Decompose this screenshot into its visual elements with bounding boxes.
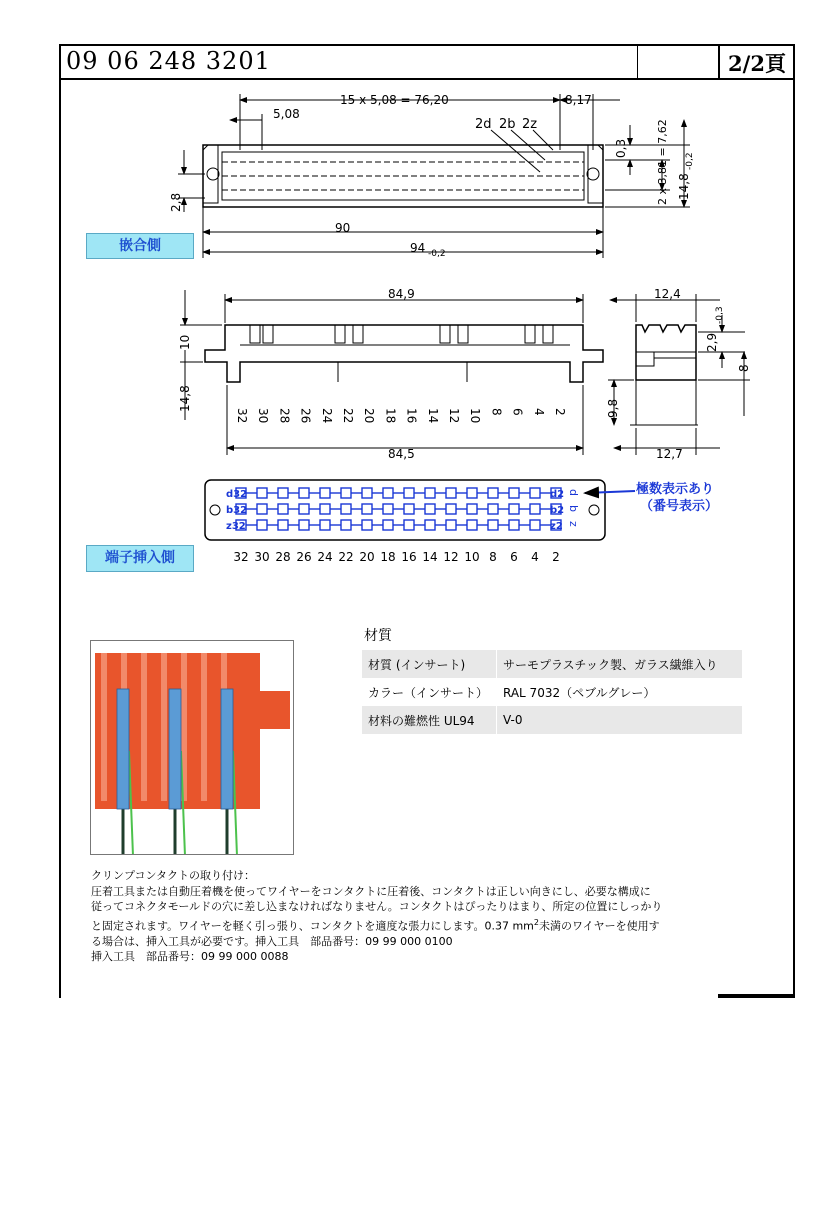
contact-cavity bbox=[320, 520, 330, 530]
contact-cavity bbox=[278, 504, 288, 514]
polarity-note-line1: 極数表示あり bbox=[636, 482, 715, 497]
side-pin-number: 16 bbox=[404, 408, 419, 424]
contact-cavity bbox=[404, 488, 414, 498]
dim-12-7: 12,7 bbox=[656, 447, 683, 461]
instructions-line-part: と固定されます。ワイヤーを軽く引っ張り、コンタクトを適度な張力にします。0.37 mm bbox=[91, 919, 534, 933]
terminal-pin-number: 16 bbox=[401, 550, 417, 564]
contact-cavity bbox=[383, 520, 393, 530]
terminal-pin-number: 2 bbox=[552, 550, 560, 564]
polarity-note-line2: （番号表示） bbox=[640, 499, 719, 514]
side-pin-number: 8 bbox=[489, 408, 504, 416]
contact-cavity bbox=[320, 504, 330, 514]
row-end-label: d2 bbox=[550, 489, 565, 500]
side-pin-number: 14 bbox=[425, 408, 440, 424]
contact-cavity bbox=[509, 488, 519, 498]
row-label-2b: 2b bbox=[499, 117, 516, 132]
contact-cavity bbox=[299, 520, 309, 530]
contact-cavity bbox=[467, 504, 477, 514]
row-letter: z bbox=[567, 521, 580, 527]
side-pin-number: 12 bbox=[447, 408, 461, 424]
dim-94: 94 bbox=[410, 241, 426, 255]
contact-cavity bbox=[530, 488, 540, 498]
terminal-pin-number: 14 bbox=[422, 550, 438, 564]
dim-0-3: 0,3 bbox=[614, 138, 628, 158]
contact-cavity bbox=[278, 520, 288, 530]
contact-cavity bbox=[257, 520, 267, 530]
contact-cavity bbox=[509, 504, 519, 514]
contact-cavity bbox=[446, 488, 456, 498]
material-key: 材質 (インサート) bbox=[362, 650, 497, 678]
contact-cavity bbox=[530, 504, 540, 514]
instructions-line: る場合は、挿入工具が必要です。挿入工具 部品番号：09 99 000 0100 bbox=[91, 934, 453, 948]
contact-cavity bbox=[341, 520, 351, 530]
instructions-line: 圧着工具または自動圧着機を使ってワイヤーをコンタクトに圧着後、コンタクトは正しい向きにし、必要な構成に bbox=[91, 884, 651, 898]
crimp-contact-illustration bbox=[91, 641, 294, 855]
crimp-contact-photo bbox=[90, 640, 294, 855]
terminal-pin-number: 22 bbox=[338, 550, 354, 564]
instructions-line: 挿入工具 部品番号：09 99 000 0088 bbox=[91, 950, 289, 964]
flammability-key: 材料の難燃性 UL94 bbox=[362, 706, 497, 734]
contact-cavity bbox=[446, 520, 456, 530]
contact-cavity bbox=[488, 488, 498, 498]
terminal-pin-number: 4 bbox=[531, 550, 539, 564]
mating-side-label: 嵌合側 bbox=[86, 233, 194, 259]
side-view bbox=[180, 290, 603, 455]
contact-cavity bbox=[404, 504, 414, 514]
contact-cavity bbox=[425, 488, 435, 498]
front-view bbox=[178, 94, 690, 258]
side-pin-number: 2 bbox=[553, 408, 567, 416]
dim-pitch-total: 15 x 5,08 = 76,20 bbox=[340, 93, 449, 107]
contact-cavity bbox=[341, 504, 351, 514]
contact-cavity bbox=[362, 504, 372, 514]
dim-84-5: 84,5 bbox=[388, 447, 415, 461]
contact-cavity bbox=[362, 488, 372, 498]
side-pin-number: 6 bbox=[510, 408, 525, 416]
side-pin-number: 22 bbox=[341, 408, 355, 424]
contact-cavity bbox=[383, 488, 393, 498]
contact-cavity bbox=[530, 520, 540, 530]
terminal-pin-number: 24 bbox=[317, 550, 333, 564]
contact-cavity bbox=[299, 488, 309, 498]
dim-12-4: 12,4 bbox=[654, 287, 681, 301]
dim-2x3-81: 2 x 3,81 = 7,62 bbox=[656, 119, 669, 205]
table-row bbox=[362, 678, 742, 706]
instructions-line: 従ってコネクタモールドの穴に差し込まなければなりません。コンタクトはぴったりはまり、所定の位置にしっかり bbox=[91, 900, 663, 913]
materials-title: 材質 bbox=[364, 628, 392, 644]
row-letter: b bbox=[567, 505, 580, 512]
terminal-pin-number: 32 bbox=[233, 550, 249, 564]
side-pin-number: 26 bbox=[298, 408, 313, 424]
dim-90: 90 bbox=[335, 221, 351, 235]
materials-table bbox=[362, 650, 742, 734]
instructions-line bbox=[91, 915, 741, 934]
contact-cavity bbox=[341, 488, 351, 498]
contact-cavity bbox=[425, 504, 435, 514]
side-pin-number: 4 bbox=[531, 408, 546, 416]
dim-side-14-8: 14,8 bbox=[178, 385, 192, 412]
contact-cavity bbox=[425, 520, 435, 530]
contact-cavity bbox=[488, 504, 498, 514]
dim-8: 8 bbox=[737, 364, 751, 372]
terminal-pin-number: 8 bbox=[489, 550, 497, 564]
table-row bbox=[362, 706, 742, 734]
end-view bbox=[608, 294, 750, 455]
dim-right: 8,17 bbox=[565, 93, 592, 107]
contact-cavity bbox=[467, 520, 477, 530]
contact-cavity bbox=[278, 488, 288, 498]
contact-cavity bbox=[257, 504, 267, 514]
side-pin-number: 28 bbox=[277, 408, 292, 424]
dim-2-9: 2,9 bbox=[705, 332, 719, 352]
material-value: サーモプラスチック製、ガラス繊維入り bbox=[497, 650, 743, 678]
terminal-pin-number: 6 bbox=[510, 550, 518, 564]
contact-cavity bbox=[362, 520, 372, 530]
dim-14-8: 14,8 bbox=[677, 173, 691, 200]
contact-cavity bbox=[446, 504, 456, 514]
contact-cavity bbox=[488, 520, 498, 530]
crimp-instructions bbox=[91, 868, 741, 965]
footer-bar bbox=[718, 994, 795, 998]
terminal-pin-number: 10 bbox=[464, 550, 480, 564]
row-label-2d: 2d bbox=[475, 117, 492, 132]
side-pin-number: 32 bbox=[235, 408, 249, 424]
color-value: RAL 7032（ペブルグレー） bbox=[503, 685, 656, 700]
dim-2-8: 2,8 bbox=[169, 192, 183, 212]
terminal-pin-number: 18 bbox=[380, 550, 396, 564]
flammability-value: V-0 bbox=[497, 706, 743, 734]
superscript: 2 bbox=[533, 917, 539, 927]
color-key: カラー（インサート） bbox=[362, 678, 497, 706]
table-row bbox=[362, 650, 742, 678]
dim-94-tol: -0,2 bbox=[428, 249, 446, 259]
dim-9-8: 9,8 bbox=[606, 398, 620, 418]
terminal-pin-number: 26 bbox=[296, 550, 312, 564]
contact-cavity bbox=[404, 520, 414, 530]
dim-14-8-tol: -0,2 bbox=[685, 152, 695, 170]
terminal-pin-number: 28 bbox=[275, 550, 291, 564]
side-pin-number: 10 bbox=[468, 408, 483, 424]
termination-side-label: 端子挿入側 bbox=[86, 545, 194, 572]
side-pin-number: 18 bbox=[383, 408, 398, 424]
contact-cavity bbox=[257, 488, 267, 498]
instructions-heading: クリンプコンタクトの取り付け： bbox=[91, 869, 256, 882]
contact-cavity bbox=[320, 488, 330, 498]
row-end-label: z2 bbox=[550, 521, 563, 532]
instructions-line-part: 未満のワイヤーを使用す bbox=[538, 919, 660, 933]
contact-cavity bbox=[299, 504, 309, 514]
polarity-note bbox=[636, 481, 718, 515]
side-pin-number: 30 bbox=[256, 408, 271, 424]
dim-2-9-tol: -0,3 bbox=[715, 306, 725, 324]
terminal-pin-number: 12 bbox=[443, 550, 459, 564]
contact-grid bbox=[226, 488, 564, 532]
row-start-label: z32 bbox=[226, 521, 246, 532]
row-end-label: b2 bbox=[550, 505, 565, 516]
side-pin-number: 24 bbox=[319, 408, 334, 424]
row-label-2z: 2z bbox=[522, 117, 538, 132]
page-number: 2/2頁 bbox=[728, 51, 786, 76]
dim-10: 10 bbox=[178, 334, 192, 350]
contact-cavity bbox=[383, 504, 393, 514]
row-letter: d bbox=[567, 489, 580, 496]
terminal-pin-number: 20 bbox=[359, 550, 375, 564]
row-start-label: b32 bbox=[226, 505, 248, 516]
contact-cavity bbox=[467, 488, 477, 498]
dim-84-9: 84,9 bbox=[388, 287, 415, 301]
terminal-pin-number: 30 bbox=[254, 550, 270, 564]
row-start-label: d32 bbox=[226, 489, 248, 500]
dim-pitch: 5,08 bbox=[273, 107, 300, 121]
side-pin-number: 20 bbox=[362, 408, 377, 424]
contact-cavity bbox=[509, 520, 519, 530]
document-number: 09 06 248 3201 bbox=[66, 47, 271, 75]
